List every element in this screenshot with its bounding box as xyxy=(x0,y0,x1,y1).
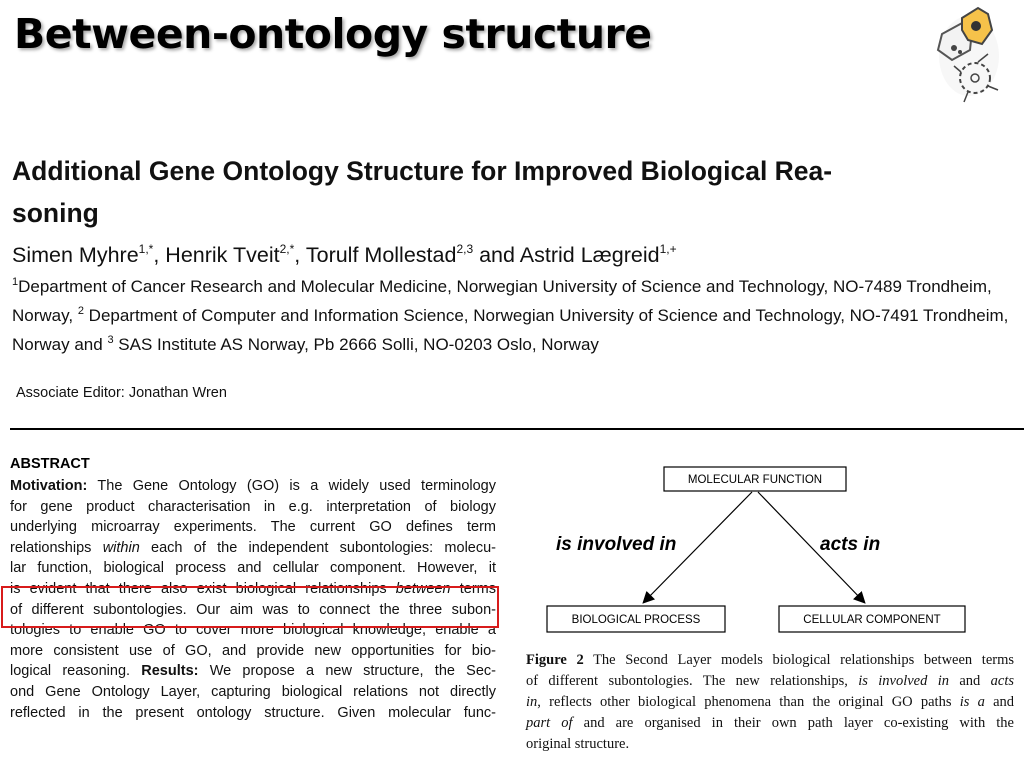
affiliations xyxy=(12,270,1020,357)
author-name: Torulf Mollestad xyxy=(305,243,457,267)
text-line xyxy=(10,558,496,579)
text-run: is evident that there also exist biological relationships xyxy=(10,580,396,597)
italic-text: within xyxy=(102,539,140,556)
text-run: logical reasoning. xyxy=(10,663,142,680)
text-run: each of the independent subontologies: molecu- xyxy=(139,539,497,556)
text-run: of different subontologies. The new relationships, xyxy=(526,673,859,689)
text-run: lar function, biological process and cellular component. However, it xyxy=(10,560,496,577)
text-line xyxy=(526,734,1014,755)
text-line xyxy=(10,497,496,518)
text-line xyxy=(526,692,1014,713)
text-line xyxy=(526,650,1014,671)
node-biological-process-label: BIOLOGICAL PROCESS xyxy=(571,614,701,626)
author-affiliation-sup: 2,3 xyxy=(456,242,474,256)
text-line xyxy=(10,703,496,724)
figure-caption xyxy=(526,650,1014,755)
bold-text: Results: xyxy=(141,663,199,680)
text-run: The Gene Ontology (GO) is a widely used terminology xyxy=(87,478,496,494)
cell-ontology-logo-icon xyxy=(928,4,1010,108)
text-run: relationships xyxy=(10,539,103,556)
author-separator: and xyxy=(473,243,520,267)
text-line xyxy=(526,671,1014,692)
author-affiliation-sup: 2,* xyxy=(279,242,295,256)
affiliation-sup: 2 xyxy=(77,305,84,317)
highlight-box xyxy=(1,586,499,628)
text-run: for gene product characterisation in e.g. interpretation of biology xyxy=(10,498,496,515)
slide-title: Between-ontology structure xyxy=(14,10,652,58)
affiliation-text: SAS Institute AS Norway, Pb 2666 Solli, NO-0203 Oslo, Norway xyxy=(113,335,599,354)
text-run: We propose a new structure, the Sec- xyxy=(198,663,496,680)
text-run: reflected in the present ontology structure. Given molecular func- xyxy=(10,704,496,721)
ontology-diagram xyxy=(520,455,1020,645)
text-run: of different subontologies. xyxy=(10,601,187,618)
author-affiliation-sup: 1,+ xyxy=(659,242,677,256)
text-line xyxy=(10,641,496,662)
affiliation-sup: 3 xyxy=(107,334,114,346)
text-run: and xyxy=(984,694,1014,710)
text-line xyxy=(10,538,496,559)
author-affiliation-sup: 1,* xyxy=(138,242,154,256)
paper-title xyxy=(12,150,1017,234)
italic-text: between xyxy=(395,580,451,597)
affiliation-text: Department of Cancer Research and Molecular Medicine, Norwegian University of Science and Technology, NO-7489 Trondheim, Norway, xyxy=(12,277,992,325)
author-list xyxy=(12,234,1017,270)
author-name: Astrid Lægreid xyxy=(519,243,660,267)
affiliation-text: Department of Computer and Information Science, Norwegian University of Science and Technology, NO-7491 Trondheim, Norway and xyxy=(12,306,1009,354)
text-run: tologies to enable GO to cover more biological knowledge, enable a xyxy=(10,622,496,639)
author-separator: , xyxy=(294,243,306,267)
associate-editor: Associate Editor: Jonathan Wren xyxy=(16,385,227,401)
paper-title-line-2: soning xyxy=(12,198,99,228)
edge-label-is-involved-in: is involved in xyxy=(556,534,677,555)
italic-text: in xyxy=(526,694,538,710)
text-run: Our aim was to connect the three subon- xyxy=(186,601,496,618)
abstract-heading: ABSTRACT xyxy=(10,456,90,472)
author-name: Henrik Tveit xyxy=(165,243,280,267)
bold-text: Motivation: xyxy=(10,478,88,494)
text-line xyxy=(10,517,496,538)
node-cellular-component-label: CELLULAR COMPONENT xyxy=(803,614,941,626)
node-molecular-function-label: MOLECULAR FUNCTION xyxy=(687,474,823,486)
text-line xyxy=(526,713,1014,734)
text-run: original structure. xyxy=(526,736,630,752)
text-run: more consistent use of GO, and provide new opportunities for bio- xyxy=(10,642,496,659)
text-line xyxy=(10,476,496,497)
text-run: The Second Layer models biological relationships between terms xyxy=(583,652,1014,668)
text-line xyxy=(10,682,496,703)
italic-text: is a xyxy=(959,694,985,710)
section-divider xyxy=(10,428,1024,430)
italic-text: part of xyxy=(526,715,573,731)
author-separator: , xyxy=(153,243,166,267)
text-run: ond Gene Ontology Layer, capturing biological relations not directly xyxy=(10,683,496,700)
text-line xyxy=(10,661,496,682)
author-name: Simen Myhre xyxy=(12,243,139,267)
text-run: and xyxy=(949,673,991,689)
text-run: underlying microarray experiments. The current GO defines term xyxy=(10,519,496,536)
text-run: terms xyxy=(450,580,496,597)
italic-text: is involved in xyxy=(858,673,949,689)
text-run: and are organised in their own path layer co-existing with the xyxy=(572,715,1014,731)
bold-text: Figure 2 xyxy=(526,652,584,668)
italic-text: acts xyxy=(990,673,1015,689)
affiliation-sup: 1 xyxy=(12,276,19,288)
text-run: , reflects other biological phenomena than the original GO paths xyxy=(537,694,960,710)
edge-label-acts-in: acts in xyxy=(820,534,881,555)
paper-title-line-1: Additional Gene Ontology Structure for Improved Biological Rea- xyxy=(12,156,833,186)
